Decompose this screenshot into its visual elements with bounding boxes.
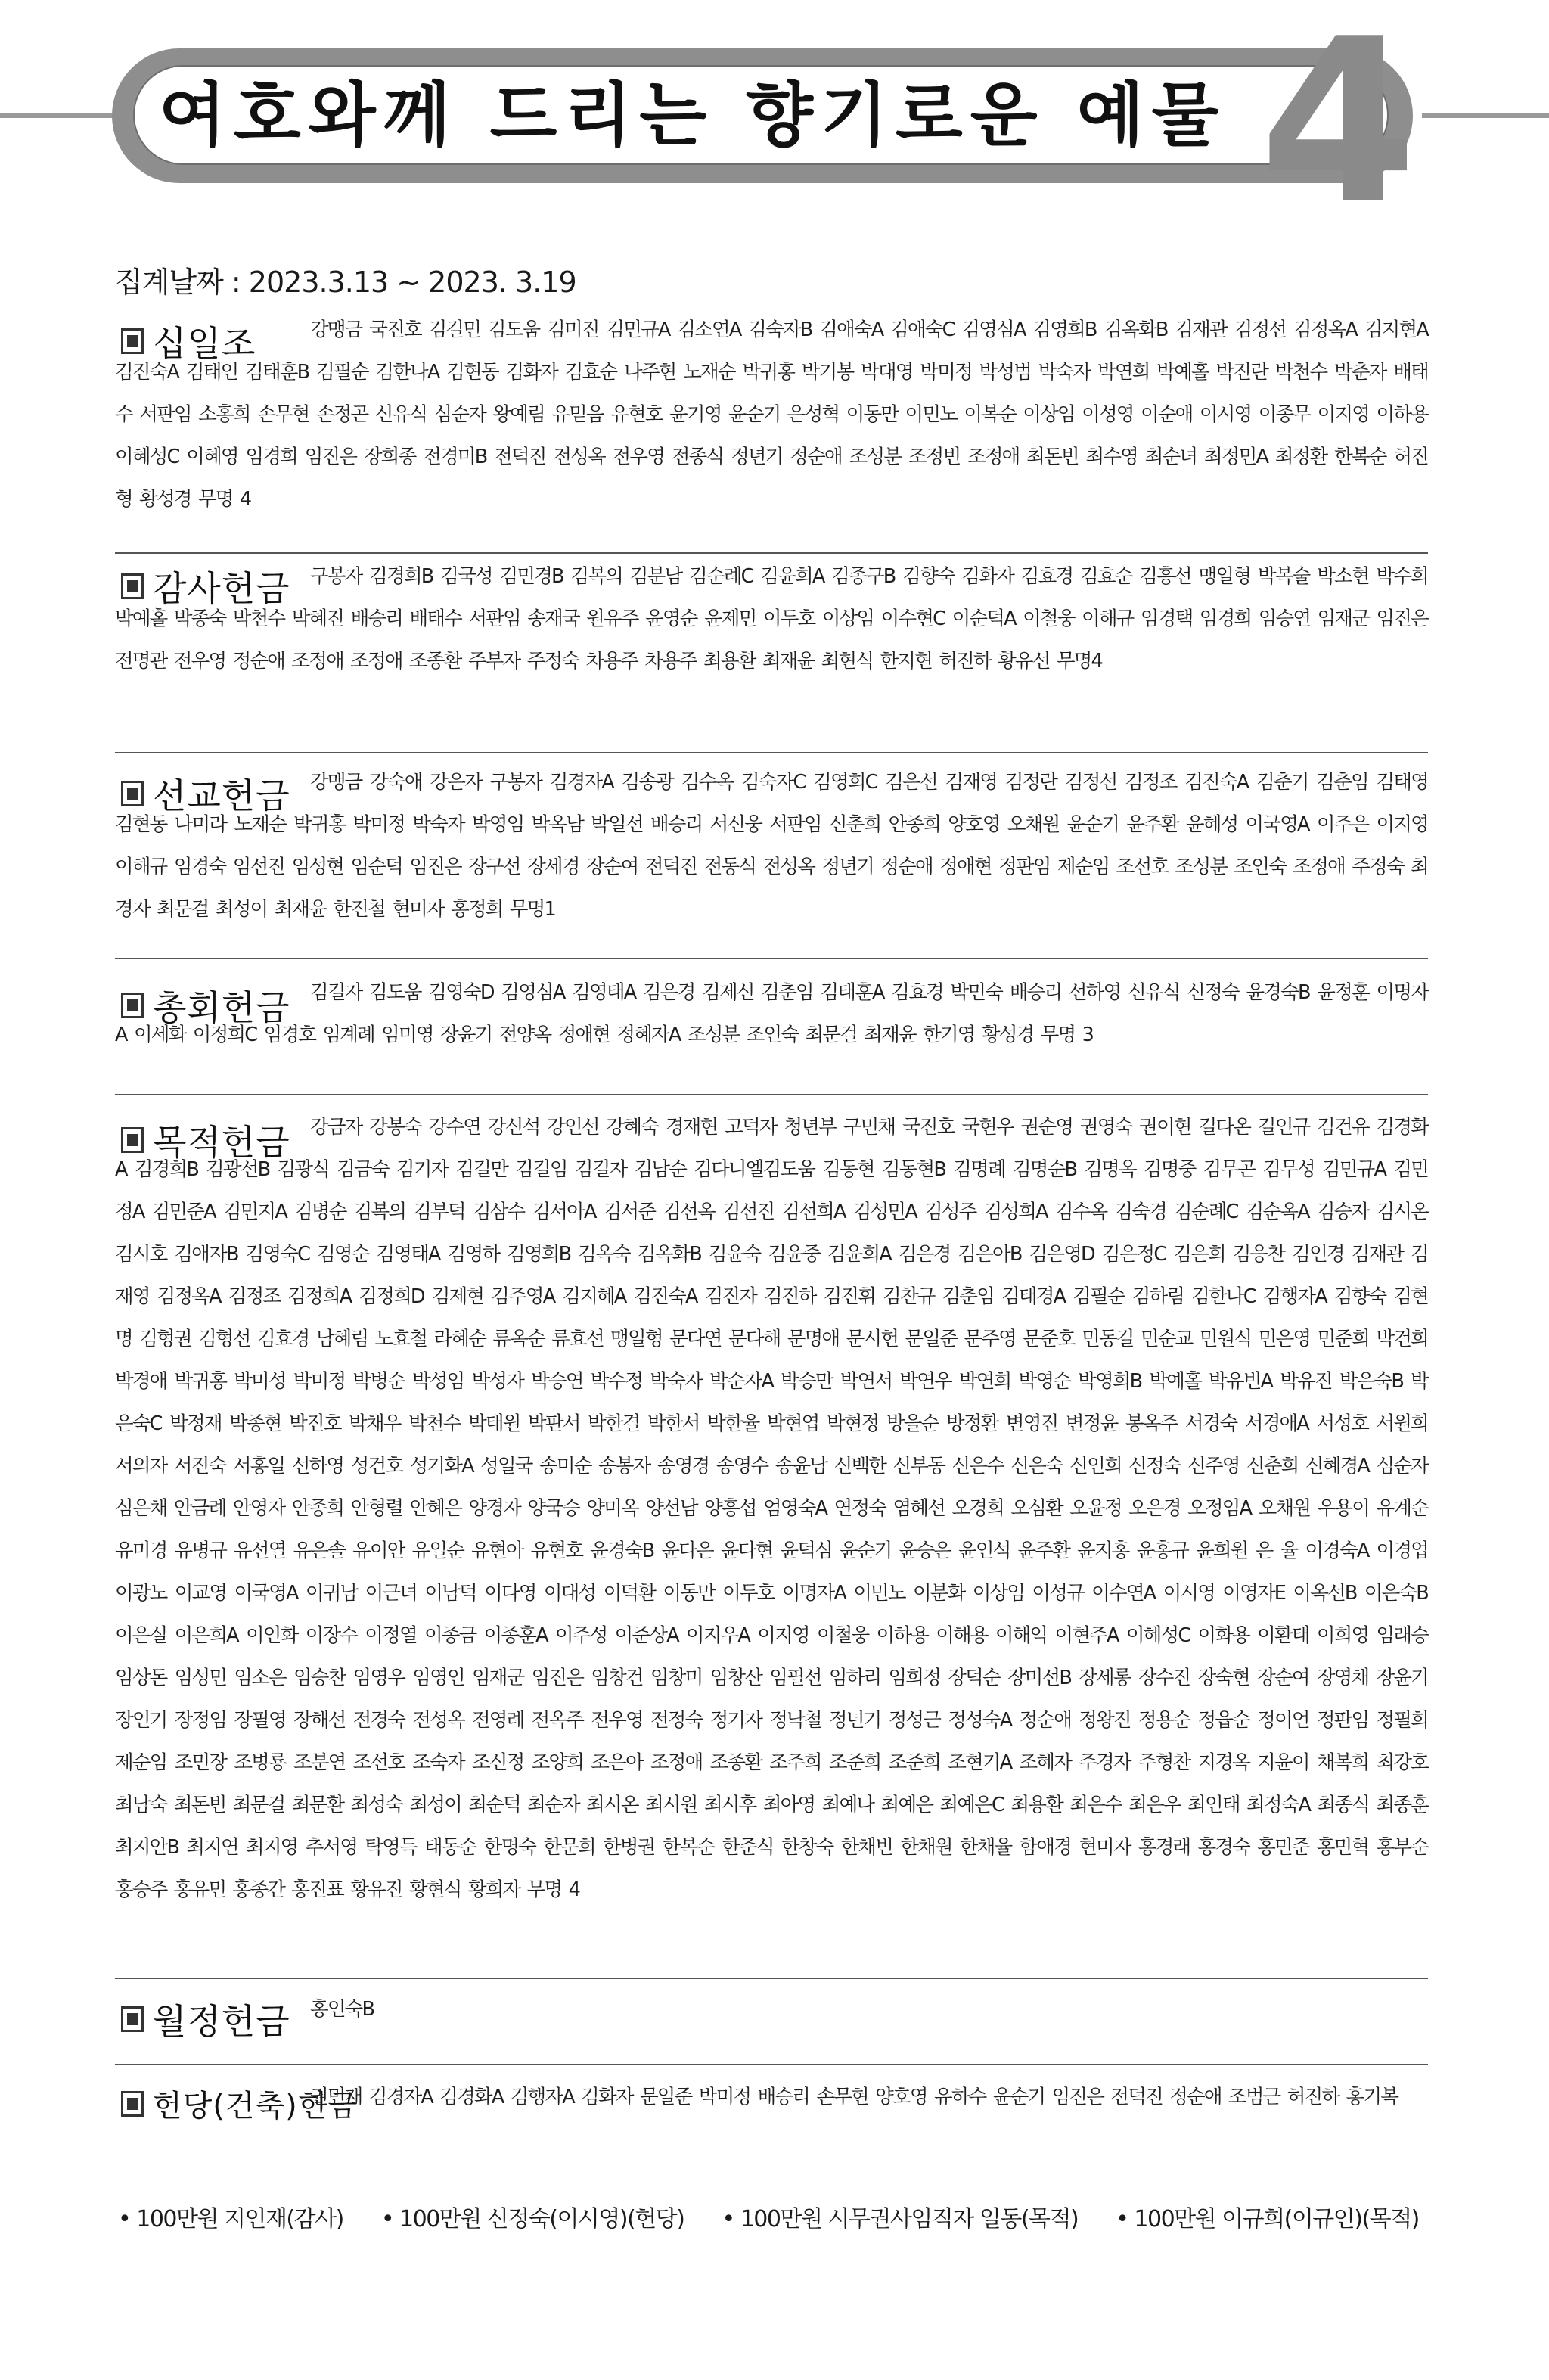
- section-title: 헌당(건축)헌금: [153, 2089, 359, 2124]
- section-divider: [115, 1978, 1428, 1979]
- section-title: 목적헌금: [153, 1122, 290, 1163]
- section-divider: [115, 752, 1428, 753]
- section-divider: [115, 1094, 1428, 1095]
- page-title: 여호와께 드리는 향기로운 예물: [159, 74, 1227, 156]
- section-names-assembly: 김길자 김도움 김영숙D 김영심A 김영태A 김은경 김제신 김춘임 김태훈A 김효경 박민숙 배승리 선하영 신유식 신정숙 윤경숙B 윤정훈 이명자A 이세화 이정희C 임경호 임계례 임미영 장윤기 전양옥 정애현 정혜자A 조성분 조인숙 최문걸 최재윤 한기영 황성경 무명 3: [115, 981, 1428, 1046]
- section-names-thanks: 구봉자 김경희B 김국성 김민경B 김복의 김분남 김순례C 김윤희A 김종구B 김향숙 김화자 김효경 김효순 김흥선 맹일형 박복술 박소현 박수희 박예홀 박종숙 박천수 박혜진 배승리 배태수 서판임 송재국 원유주 윤영순 윤제민 이두호 이상임 이수현C 이순덕A 이철웅 이해규 임경택 임경희 임승연 임재군 임진은 전명관 전우영 정순애 조정애 조정애 조종환 주부자 주정숙 차용주 차용주 최용환 최재윤 최현식 한지현 허진하 황유선 무명4: [115, 565, 1428, 673]
- page-number: 4: [1259, 0, 1417, 254]
- section-names-mission: 강맹금 강숙애 강은자 구봉자 김경자A 김송광 김수옥 김숙자C 김영희C 김은선 김재영 김정란 김정선 김정조 김진숙A 김춘기 김춘임 김태영 김현동 나미라 노재순 박귀홍 박미정 박숙자 박영임 박옥남 박일선 배승리 서신웅 서판임 신춘희 안종희 양호영 오채원 윤순기 윤주환 윤혜성 이국영A 이주은 이지영 이해규 임경숙 임선진 임성현 임순덕 임진은 장구선 장세경 장순여 전덕진 전동식 전성옥 정년기 정순애 정애현 정판임 제순임 조선호 조성분 조인숙 조정애 주정숙 최경자 최문걸 최성이 최재윤 한진철 현미자 홍정희 무명1: [115, 771, 1429, 921]
- section-names-monthly: 홍인숙B: [310, 1998, 374, 2021]
- section-title: 십일조: [153, 323, 256, 364]
- section-title: 감사헌금: [153, 568, 290, 609]
- section-names-building: 권민재 김경자A 김경화A 김행자A 김화자 문일준 박미정 배승리 손무현 양호영 유하수 윤순기 임진은 전덕진 정순애 조범근 허진하 홍기복: [310, 2086, 1398, 2108]
- section-title: 총회헌금: [153, 987, 290, 1028]
- section-title: 월정헌금: [153, 2001, 290, 2042]
- header-rule-right: [1422, 113, 1549, 118]
- special-gift-note: • 100만원 시무권사임직자 일동(목적): [722, 2200, 1078, 2233]
- section-divider: [115, 552, 1428, 554]
- section-names-purpose: 강금자 강봉숙 강수연 강신석 강인선 강혜숙 경재현 고덕자 청년부 구민채 국진호 국현우 권순영 권영숙 권이현 길다온 길인규 김건유 김경화A 김경희B 김광선B 김광식 김금숙 김기자 김길만 김길임 김길자 김남순 김다니엘김도움 김동현 김동현B 김명례 김명순B 김명옥 김명중 김무곤 김무성 김민규A 김민정A 김민준A 김민지A 김병순 김복의 김부덕 김삼수 김서아A 김서준 김선옥 김선진 김선희A 김성민A 김성주 김성희A 김수옥 김숙경 김순례C 김순옥A 김승자 김시온 김시호 김애자B 김영숙C 김영순 김영태A 김영하 김영희B 김옥숙 김옥화B 김윤숙 김윤중 김윤희A 김은경 김은아B 김은영D 김은정C 김은희 김응찬 김인경 김재관 김재영 김정옥A 김정조 김정희A 김정희D 김제현 김주영A 김지혜A 김진숙A 김진자 김진하 김진휘 김찬규 김춘임 김태경A 김필순 김하림 김한나C 김행자A 김향숙 김현명 김형권 김형선 김효경 남혜림 노효철 라혜순 류옥순 류효선 맹일형 문다연 문다해 문명애 문시헌 문일준 문주영 문준호 민동길 민순교 민원식 민은영 민준희 박건희 박경애 박귀홍 박미성 박미정 박병순 박성임 박성자 박승연 박수정 박숙자 박순자A 박승만 박연서 박연우 박연희 박영순 박영희B 박예홀 박유빈A 박유진 박은숙B 박은숙C 박정재 박종현 박진호 박채우 박천수 박태원 박판서 박한결 박한서 박한율 박현엽 박현정 방을순 방정환 변영진 변정윤 봉옥주 서경숙 서경애A 서성호 서원희 서의자 서진숙 서홍일 선하영 성건호 성기화A 성일국 송미순 송봉자 송영경 송영수 송윤남 신백한 신부동 신은수 신은숙 신인희 신정숙 신주영 신춘희 신혜경A 심순자 심은채 안금례 안영자 안종희 안형렬 안혜은 양경자 양국승 양미옥 양선남 양흥섭 엄영숙A 연정숙 염혜선 오경희 오심환 오윤정 오은경 오정임A 오채원 우용이 유계순 유미경 유병규 유선열 유은솔 유이안 유일순 유현아 유현호 윤경숙B 윤다은 윤다현 윤덕심 윤순기 윤승은 윤인석 윤주환 윤지홍 윤홍규 윤희원 은 율 이경숙A 이경업 이광노 이교영 이국영A 이귀남 이근녀 이남덕 이다영 이대성 이덕환 이동만 이두호 이명자A 이민노 이분화 이상임 이성규 이수연A 이시영 이영자E 이옥선B 이은숙B 이은실 이은희A 이인화 이장수 이정열 이종금 이종훈A 이주성 이준상A 이지우A 이지영 이철웅 이하용 이해용 이해익 이현주A 이혜성C 이화용 이환태 이희영 임래승 임상돈 임성민 임소은 임승찬 임영우 임영인 임재군 임진은 임창건 임창미 임창산 임필선 임하리 임희정 장덕순 장미선B 장세롱 장수진 장숙현 장순여 장영채 장윤기 장인기 장정임 장필영 장해선 전경숙 전성옥 전영례 전옥주 전우영 전정숙 정기자 정낙철 정년기 정성근 정성숙A 정순애 정왕진 정용순 정읍순 정이언 정판임 정필희 제순임 조민장 조병룡 조분연 조선호 조숙자 조신정 조양희 조은아 조정애 조종환 조주희 조준희 조준희 조현기A 조혜자 주경자 주형찬 지경옥 지윤이 채복희 최강호 최남숙 최돈빈 최문걸 최문환 최성숙 최성이 최순덕 최순자 최시온 최시원 최시후 최아영 최예나 최예은 최예은C 최용환 최은수 최은우 최인태 최정숙A 최종식 최종훈 최지안B 최지연 최지영 추서영 탁영득 태동순 한명숙 한문희 한병권 한복순 한준식 한창숙 한채빈 한채원 한채율 함애경 현미자 홍경래 홍경숙 홍민준 홍민혁 홍부순 홍승주 홍유민 홍종간 홍진표 황유진 황현식 황희자 무명 4: [115, 1116, 1429, 1901]
- special-gifts: [118, 2200, 1419, 2233]
- section-title: 선교헌금: [153, 775, 290, 816]
- special-gift-note: • 100만원 신정숙(이시영)(헌당): [381, 2200, 684, 2233]
- section-divider: [115, 958, 1428, 959]
- special-gift-note: • 100만원 지인재(감사): [118, 2200, 343, 2233]
- date-range: 집계날짜 : 2023.3.13 ~ 2023. 3.19: [115, 266, 576, 299]
- section-names-tithe: 강맹금 국진호 김길민 김도움 김미진 김민규A 김소연A 김숙자B 김애숙A 김애숙C 김영심A 김영희B 김옥화B 김재관 김정선 김정옥A 김지현A 김진숙A 김태인 김태훈B 김필순 김한나A 김현동 김화자 김효순 나주현 노재순 박귀홍 박기봉 박대영 박미정 박성범 박숙자 박연희 박예홀 박진란 박천수 박춘자 배태수 서판임 소홍희 손무현 손정곤 신유식 심순자 왕예림 유믿음 유현호 윤기영 윤순기 은성혁 이동만 이민노 이복순 이상임 이성영 이순애 이시영 이종무 이지영 이하용 이혜성C 이혜영 임경희 임진은 장희종 전경미B 전덕진 전성옥 전우영 전종식 정년기 정순애 조성분 조정빈 조정애 최돈빈 최수영 최순녀 최정민A 최정환 한복순 허진형 황성경 무명 4: [115, 318, 1428, 511]
- section-divider: [115, 2064, 1428, 2065]
- special-gift-note: • 100만원 이규희(이규인)(목적): [1116, 2200, 1419, 2233]
- header-rule-left: [0, 113, 121, 118]
